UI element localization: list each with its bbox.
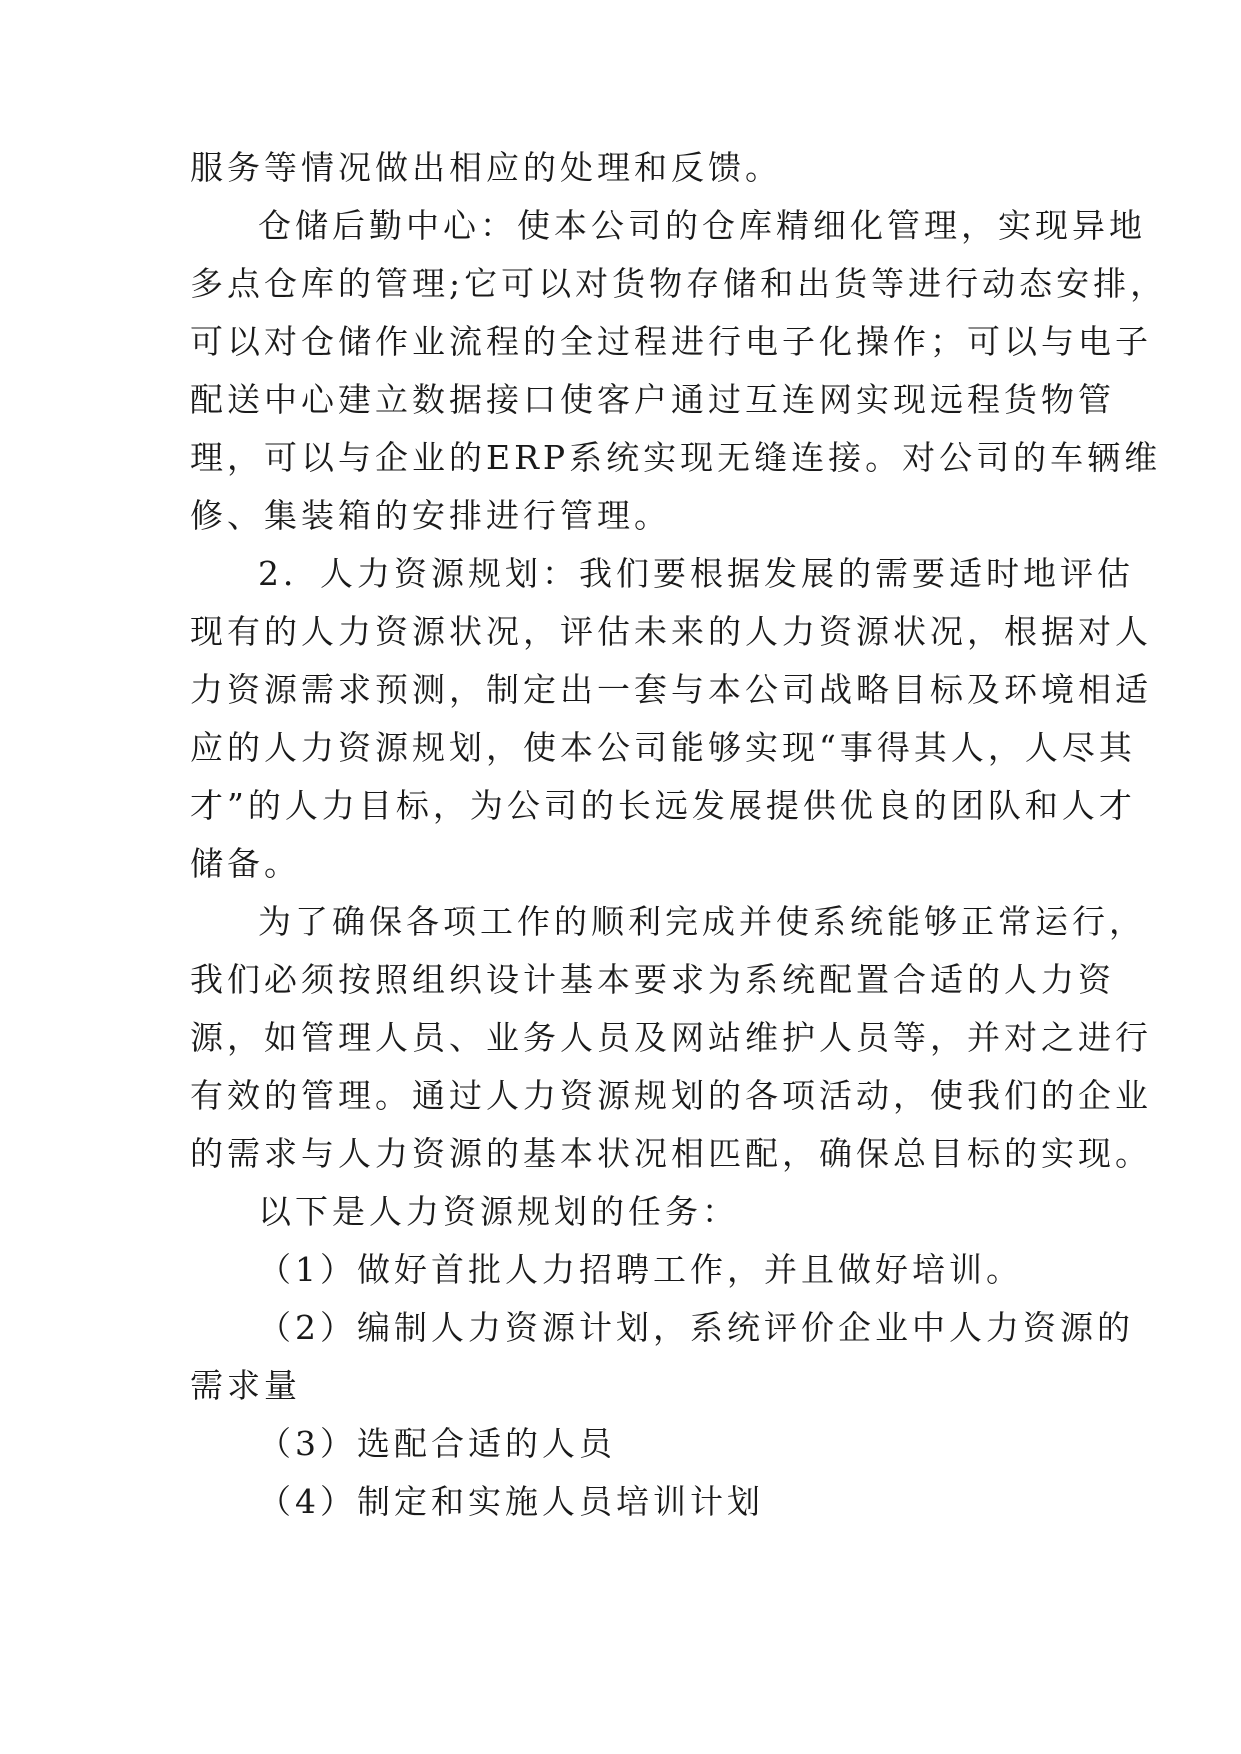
list-item: （3）选配合适的人员 (258, 1424, 616, 1463)
text-line: 需求量 (190, 1366, 301, 1405)
list-item: （4）制定和实施人员培训计划 (258, 1482, 764, 1521)
text-line: 现有的人力资源状况，评估未来的人力资源状况，根据对人 (190, 612, 1152, 651)
text-line: 应的人力资源规划，使本公司能够实现“事得其人，人尽其 (190, 728, 1136, 767)
text-line: 以下是人力资源规划的任务： (258, 1192, 739, 1231)
text-line: 2．人力资源规划：我们要根据发展的需要适时地评估 (258, 554, 1134, 593)
text-line: 力资源需求预测，制定出一套与本公司战略目标及环境相适 (190, 670, 1152, 709)
text-line: 服务等情况做出相应的处理和反馈。 (190, 148, 782, 187)
text-line: 储备。 (190, 844, 301, 883)
list-item: （1）做好首批人力招聘工作，并且做好培训。 (258, 1250, 1023, 1289)
text-line: 多点仓库的管理;它可以对货物存储和出货等进行动态安排， (190, 264, 1168, 303)
list-item: （2）编制人力资源计划，系统评价企业中人力资源的 (258, 1308, 1134, 1347)
text-line: 理，可以与企业的ERP系统实现无缝连接。对公司的车辆维 (190, 438, 1162, 477)
text-line: 我们必须按照组织设计基本要求为系统配置合适的人力资 (190, 960, 1115, 999)
text-line: 才”的人力目标，为公司的长远发展提供优良的团队和人才 (190, 786, 1136, 825)
text-line: 源，如管理人员、业务人员及网站维护人员等，并对之进行 (190, 1018, 1152, 1057)
text-line: 可以对仓储作业流程的全过程进行电子化操作；可以与电子 (190, 322, 1152, 361)
text-line: 有效的管理。通过人力资源规划的各项活动，使我们的企业 (190, 1076, 1152, 1115)
text-line: 配送中心建立数据接口使客户通过互连网实现远程货物管 (190, 380, 1115, 419)
text-line: 为了确保各项工作的顺利完成并使系统能够正常运行， (258, 902, 1146, 941)
text-line: 的需求与人力资源的基本状况相匹配，确保总目标的实现。 (190, 1134, 1152, 1173)
text-line: 仓储后勤中心：使本公司的仓库精细化管理，实现异地 (258, 206, 1146, 245)
text-line: 修、集装箱的安排进行管理。 (190, 496, 671, 535)
